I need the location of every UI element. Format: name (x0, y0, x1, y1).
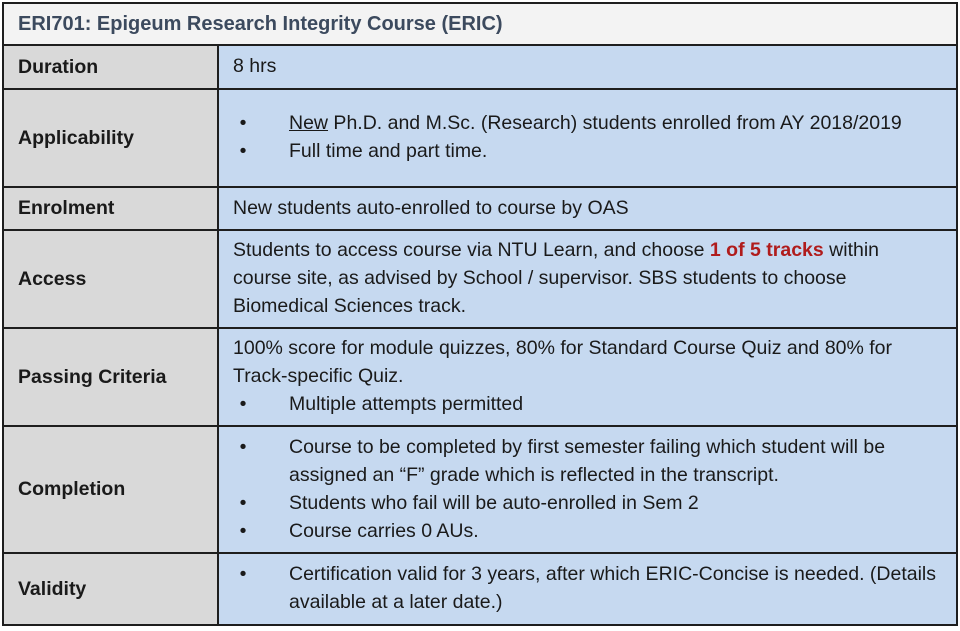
completion-text-2: Students who fail will be auto-enrolled in Sem 2 (289, 491, 699, 514)
value-passing-criteria (218, 328, 957, 426)
row-enrolment (3, 187, 957, 230)
value-validity (218, 553, 957, 625)
applicability-text-1: Ph.D. and M.Sc. (Research) students enrolled from AY 2018/2019 (328, 112, 902, 134)
label-duration: Duration (3, 45, 218, 89)
bullet-icon: • (239, 491, 247, 514)
list-item (233, 433, 942, 489)
course-info-table-wrapper (2, 2, 956, 626)
row-applicability (3, 89, 957, 187)
label-applicability: Applicability (3, 89, 218, 187)
list-item (233, 560, 942, 616)
bullet-icon: • (239, 519, 247, 542)
access-text (233, 236, 942, 320)
passing-criteria-text: 100% score for module quizzes, 80% for Standard Course Quiz and 80% for Track-specific Quiz. (233, 337, 893, 387)
list-item (233, 517, 942, 545)
course-info-table (2, 2, 958, 626)
label-passing-criteria: Passing Criteria (3, 328, 218, 426)
bullet-icon: • (239, 435, 247, 458)
table-title: ERI701: Epigeum Research Integrity Course (ERIC) (3, 3, 957, 45)
row-duration (3, 45, 957, 89)
row-passing-criteria (3, 328, 957, 426)
label-completion: Completion (3, 426, 218, 553)
value-duration (218, 45, 957, 89)
bullet-icon: • (239, 393, 247, 415)
list-item (233, 390, 942, 418)
completion-text-3: Course carries 0 AUs. (289, 519, 479, 542)
underlined-word: New (289, 112, 329, 134)
tracks-highlight: 1 of 5 tracks (709, 239, 824, 261)
bullet-icon: • (239, 140, 247, 162)
validity-text: Certification valid for 3 years, after which ERIC-Concise is needed. (Details available at a later date.) (289, 563, 937, 613)
row-access (3, 230, 957, 328)
passing-criteria-bullet: Multiple attempts permitted (289, 393, 524, 415)
value-applicability (218, 89, 957, 187)
completion-text-1: Course to be completed by first semester failing which student will be assigned an “F” grade which is reflected in the transcript. (289, 435, 886, 486)
label-enrolment: Enrolment (3, 187, 218, 230)
label-validity: Validity (3, 553, 218, 625)
label-access: Access (3, 230, 218, 328)
list-item (233, 137, 942, 165)
duration-text: 8 hrs (233, 55, 277, 77)
access-text-pre: Students to access course via NTU Learn, and choose (233, 239, 710, 261)
applicability-text-2: Full time and part time. (289, 140, 488, 162)
value-completion (218, 426, 957, 553)
row-validity (3, 553, 957, 625)
list-item (233, 109, 942, 137)
title-row (3, 3, 957, 45)
bullet-icon: • (239, 112, 247, 134)
row-completion (3, 426, 957, 553)
bullet-icon: • (239, 563, 247, 585)
value-enrolment (218, 187, 957, 230)
list-item (233, 489, 942, 517)
enrolment-text: New students auto-enrolled to course by OAS (233, 196, 629, 219)
access-text-post: within course site, as advised by School / supervisor. SBS students to choose Biomedical Sciences track. (233, 239, 880, 317)
value-access (218, 230, 957, 328)
